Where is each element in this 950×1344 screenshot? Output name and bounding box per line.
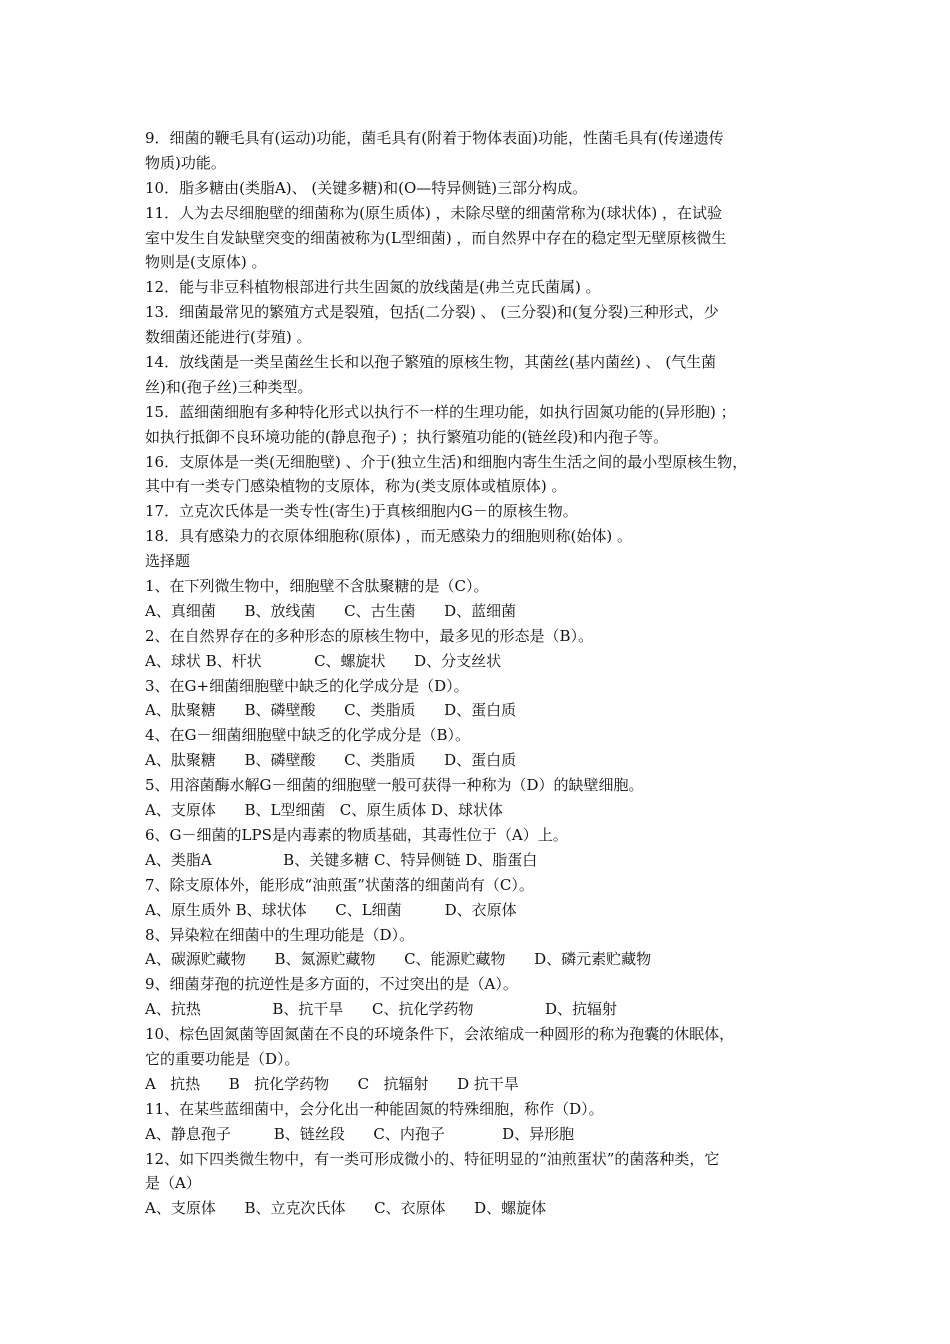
question-line: 10、棕色固氮菌等固氮菌在不良的环境条件下，会浓缩成一种圆形的称为孢囊的休眠体， — [145, 1025, 735, 1044]
options-line: A 抗热 B 抗化学药物 C 抗辐射 D 抗干旱 — [145, 1074, 519, 1093]
text-line: 13．细菌最常见的繁殖方式是裂殖，包括(二分裂) 、 (三分裂)和(复分裂)三种形式，少 — [145, 303, 719, 322]
text-line: 10．脂多糖由(类脂A)、 (关键多糖)和(O—特异侧链)三部分构成。 — [145, 178, 588, 197]
question-line: 4、在G－细菌细胞壁中缺乏的化学成分是（B）。 — [145, 726, 471, 745]
question-line: 7、除支原体外，能形成“油煎蛋”状菌落的细菌尚有（C）。 — [145, 875, 534, 894]
question-line: 5、用溶菌酶水解G－细菌的细胞壁一般可获得一种称为（D）的缺壁细胞。 — [145, 776, 644, 795]
text-line: 11．人为去尽细胞壁的细菌称为(原生质体) ，未除尽壁的细菌常称为(球状体) ，在试验 — [145, 203, 723, 222]
options-line: A、肽聚糖 B、磷壁酸 C、类脂质 D、蛋白质 — [145, 701, 517, 720]
question-line: 12、如下四类微生物中，有一类可形成微小的、特征明显的“油煎蛋状”的菌落种类，它 — [145, 1149, 720, 1168]
text-line: 其中有一类专门感染植物的支原体，称为(类支原体或植原体) 。 — [145, 477, 567, 496]
document-page — [145, 126, 810, 1221]
question-line: 2、在自然界存在的多种形态的原核生物中，最多见的形态是（B）。 — [145, 626, 594, 645]
options-line: A、抗热 B、抗干旱 C、抗化学药物 D、抗辐射 — [145, 1000, 618, 1019]
question-line: 它的重要功能是（D）。 — [145, 1049, 300, 1068]
section-heading: 选择题 — [145, 552, 191, 571]
question-line: 1、在下列微生物中，细胞壁不含肽聚糖的是（C）。 — [145, 577, 489, 596]
options-line: A、真细菌 B、放线菌 C、古生菌 D、蓝细菌 — [145, 601, 517, 620]
options-line: A、类脂A B、关键多糖 C、特异侧链 D、脂蛋白 — [145, 850, 538, 869]
text-line: 物则是(支原体) 。 — [145, 253, 267, 272]
text-line: 丝)和(孢子丝)三种类型。 — [145, 377, 313, 396]
question-line: 6、G－细菌的LPS是内毒素的物质基础，其毒性位于（A）上。 — [145, 825, 568, 844]
text-line: 15．蓝细菌细胞有多种特化形式以执行不一样的生理功能，如执行固氮功能的(异形胞) ； — [145, 402, 736, 421]
text-line: 9．细菌的鞭毛具有(运动)功能，菌毛具有(附着于物体表面)功能，性菌毛具有(传递遗传 — [145, 129, 724, 147]
text-line: 14．放线菌是一类呈菌丝生长和以孢子繁殖的原核生物，其菌丝(基内菌丝) 、 (气生菌 — [145, 353, 717, 372]
text-line: 物质)功能。 — [145, 153, 226, 172]
text-line: 如执行抵御不良环境功能的(静息孢子) ；执行繁殖功能的(链丝段)和内孢子等。 — [145, 427, 669, 446]
options-line: A、原生质外 B、球状体 C、L细菌 D、衣原体 — [145, 900, 517, 919]
options-line: A、支原体 B、L型细菌 C、原生质体 D、球状体 — [145, 801, 504, 820]
question-line: 9、细菌芽孢的抗逆性是多方面的，不过突出的是（A）。 — [145, 975, 518, 994]
question-line: 8、异染粒在细菌中的生理功能是（D）。 — [145, 925, 415, 944]
text-line: 18．具有感染力的衣原体细胞称(原体) ，而无感染力的细胞则称(始体) 。 — [145, 527, 633, 546]
question-line: 11、在某些蓝细菌中，会分化出一种能固氮的特殊细胞，称作（D）。 — [145, 1099, 604, 1118]
options-line: A、静息孢子 B、链丝段 C、内孢子 D、异形胞 — [145, 1124, 575, 1143]
options-line: A、球状 B、杆状 C、螺旋状 D、分支丝状 — [145, 651, 502, 670]
text-line: 12．能与非豆科植物根部进行共生固氮的放线菌是(弗兰克氏菌属) 。 — [145, 278, 601, 297]
text-line: 室中发生自发缺壁突变的细菌被称为(L型细菌) ，而自然界中存在的稳定型无壁原核微生 — [145, 228, 727, 247]
options-line: A、支原体 B、立克次氏体 C、衣原体 D、螺旋体 — [145, 1199, 547, 1218]
text-line: 16．支原体是一类(无细胞壁) 、介于(独立生活)和细胞内寄生生活之间的最小型原核生物， — [145, 452, 748, 471]
question-line: 是（A） — [145, 1174, 201, 1193]
text-line: 数细菌还能进行(芽殖) 。 — [145, 328, 312, 347]
text-line: 17．立克次氏体是一类专性(寄生)于真核细胞内G－的原核生物。 — [145, 502, 578, 521]
question-line: 3、在G+细菌细胞壁中缺乏的化学成分是（D）。 — [145, 676, 469, 695]
options-line: A、碳源贮藏物 B、氮源贮藏物 C、能源贮藏物 D、磷元素贮藏物 — [145, 950, 652, 969]
options-line: A、肽聚糖 B、磷壁酸 C、类脂质 D、蛋白质 — [145, 751, 517, 770]
